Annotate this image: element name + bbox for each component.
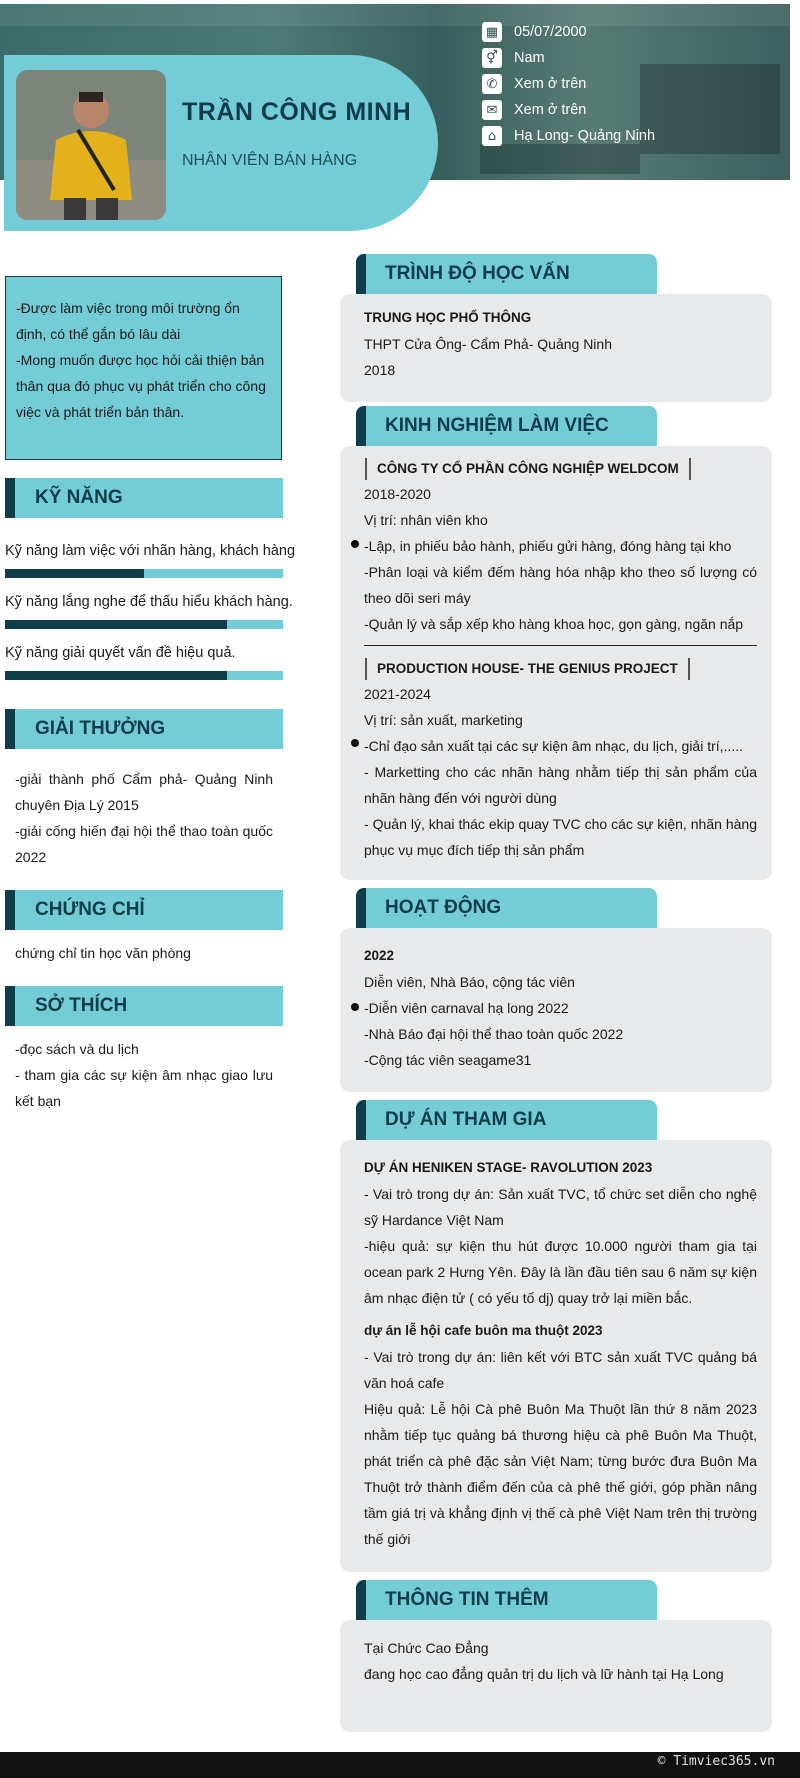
job-duty: -Chỉ đạo sản xuất tại các sự kiện âm nhạc, du lịch, giải trí,..... (364, 738, 743, 754)
avatar (16, 70, 166, 220)
hobbies-list (15, 1036, 273, 1114)
info-gender (482, 46, 545, 70)
phone-icon: ✆ (482, 74, 502, 94)
hobby-item: - tham gia các sự kiện âm nhạc giao lưu kết bạn (15, 1067, 273, 1109)
projects-heading: DỰ ÁN THAM GIA (356, 1100, 657, 1140)
job-period: 2021-2024 (364, 686, 431, 702)
extra-content (364, 1635, 757, 1687)
job-position: Vị trí: nhân viên kho (364, 512, 488, 528)
info-phone (482, 72, 586, 96)
skill-label: Kỹ năng làm việc với nhãn hàng, khách hàng (5, 543, 296, 559)
certificates-heading: CHỨNG CHỈ (5, 890, 283, 930)
awards-list (15, 766, 273, 870)
gender-icon: ⚥ (482, 48, 502, 68)
education-level: TRUNG HỌC PHỔ THÔNG (364, 310, 532, 325)
email-value: Xem ở trên (514, 102, 587, 118)
award-item: -giải thành phố Cẩm phả- Quảng Ninh chuyên Địa Lý 2015 (15, 771, 273, 813)
project-name: dự án lễ hội cafe buôn ma thuột 2023 (364, 1323, 603, 1338)
job-entry (364, 455, 757, 637)
project-line: - Vai trò trong dự án: liên kết với BTC sản xuất TVC quảng bá văn hoá cafe (364, 1349, 757, 1391)
activities-heading: HOẠT ĐỘNG (356, 888, 657, 928)
activity-item: -Nhà Báo đại hội thể thao toàn quốc 2022 (364, 1026, 624, 1042)
objective-line: -Mong muốn được học hỏi cải thiện bản thân qua đó phục vụ phát triển cho công việc và phát triển bản thân. (16, 352, 266, 420)
job-period: 2018-2020 (364, 486, 431, 502)
project-line: -hiệu quả: sự kiện thu hút được 10.000 người tham gia tại ocean park 2 Hưng Yên. Đây là lần đầu tiên sau 6 năm sự kiện âm nhạc điện tử ( có yếu tố dj) quay trở lại miền bắc. (364, 1238, 757, 1306)
extra-line: đang học cao đẳng quản trị du lịch và lữ hành tại Hạ Long (364, 1666, 724, 1682)
location-icon: ⌂ (482, 126, 502, 146)
project-entry (364, 1318, 757, 1552)
info-email (482, 98, 586, 122)
hobby-item: -đọc sách và du lịch (15, 1041, 139, 1057)
bullet-icon (351, 540, 359, 548)
awards-heading: GIẢI THƯỞNG (5, 709, 283, 749)
birthday-icon: ▦ (482, 22, 502, 42)
skill-level (5, 569, 144, 578)
job-title: NHÂN VIÊN BÁN HÀNG (182, 152, 358, 169)
bullet-icon (351, 1003, 359, 1011)
extra-line: Tại Chức Cao Đẳng (364, 1640, 489, 1656)
info-birthday (482, 20, 587, 44)
project-entry (364, 1155, 757, 1311)
gender-value: Nam (514, 50, 545, 66)
job-duty: - Quản lý, khai thác ekip quay TVC cho các sự kiện, nhãn hàng phục vụ mục đích tiếp thị sản phẩm (364, 816, 757, 858)
birthday-value: 05/07/2000 (514, 24, 587, 40)
project-line: - Vai trò trong dự án: Sản xuất TVC, tổ chức set diễn cho nghệ sỹ Hardance Việt Nam (364, 1186, 757, 1228)
skills-heading: KỸ NĂNG (5, 478, 283, 518)
career-objective (5, 276, 282, 460)
full-name: TRẦN CÔNG MINH (182, 98, 412, 126)
job-duty: -Phân loại và kiểm đếm hàng hóa nhập kho theo số lượng có theo dõi seri máy (364, 564, 757, 606)
bullet-icon (351, 739, 359, 747)
activity-item: -Cộng tác viên seagame31 (364, 1052, 532, 1068)
job-company: PRODUCTION HOUSE- THE GENIUS PROJECT (365, 658, 690, 680)
skill-level (5, 620, 227, 629)
skill-bar (5, 569, 283, 578)
objective-line: -Được làm việc trong môi trường ổn định, có thể gắn bó lâu dài (16, 300, 240, 342)
activity-item: -Diễn viên carnaval hạ long 2022 (364, 1000, 569, 1016)
skill-bar (5, 620, 283, 629)
email-icon: ✉ (482, 100, 502, 120)
job-company: CÔNG TY CỔ PHẦN CÔNG NGHIỆP WELDCOM (365, 458, 691, 480)
activity-year: 2022 (364, 948, 395, 963)
job-duty: -Lập, in phiếu bảo hành, phiếu gửi hàng, đóng hàng tại kho (364, 538, 732, 554)
skill-label: Kỹ năng giải quyết vấn đề hiệu quả. (5, 645, 236, 661)
footer-credit: © Timviec365.vn (657, 1754, 775, 1769)
education-heading: TRÌNH ĐỘ HỌC VẤN (356, 254, 657, 294)
skill-level (5, 671, 227, 680)
certificate-item: chứng chỉ tin học văn phòng (15, 945, 191, 961)
hobbies-heading: SỞ THÍCH (5, 986, 283, 1026)
experience-heading: KINH NGHIỆM LÀM VIỆC (356, 406, 657, 446)
certificates-list (15, 940, 273, 966)
info-location (482, 124, 655, 148)
location-value: Hạ Long- Quảng Ninh (514, 128, 656, 144)
activities-content (364, 943, 757, 1073)
job-duty: - Marketting cho các nhãn hàng nhằm tiếp thị sản phẩm của nhãn hàng đến với người dùng (364, 764, 757, 806)
extra-heading: THÔNG TIN THÊM (356, 1580, 657, 1620)
job-duty: -Quản lý và sắp xếp kho hàng khoa học, gọn gàng, ngăn nắp (364, 616, 744, 632)
job-position: Vị trí: sản xuất, marketing (364, 712, 523, 728)
job-divider (364, 645, 757, 646)
education-year: 2018 (364, 362, 396, 378)
education-content (364, 305, 757, 383)
skill-label: Kỹ năng lắng nghe để thấu hiểu khách hàng. (5, 594, 293, 610)
project-line: Hiệu quả: Lễ hội Cà phê Buôn Ma Thuột lần thứ 8 năm 2023 nhằm tiếp tục quảng bá thương hiệu cà phê Buôn Ma Thuột, phát triển cà phê đặc sản Việt Nam; từng bước đưa Buôn Ma Thuột trở thành điểm đến của cà phê thế giới, góp phần nâng tầm giá trị và khẳng định vị thế cà phê Việt Nam trên thị trường thế giới (364, 1401, 757, 1547)
skill-bar (5, 671, 283, 680)
award-item: -giải cống hiến đại hội thể thao toàn quốc 2022 (15, 823, 273, 865)
education-school: THPT Cửa Ông- Cẩm Phả- Quảng Ninh (364, 336, 612, 352)
phone-value: Xem ở trên (514, 76, 587, 92)
activity-role: Diễn viên, Nhà Báo, cộng tác viên (364, 974, 575, 990)
project-name: DỰ ÁN HENIKEN STAGE- RAVOLUTION 2023 (364, 1160, 653, 1175)
job-entry (364, 655, 757, 863)
